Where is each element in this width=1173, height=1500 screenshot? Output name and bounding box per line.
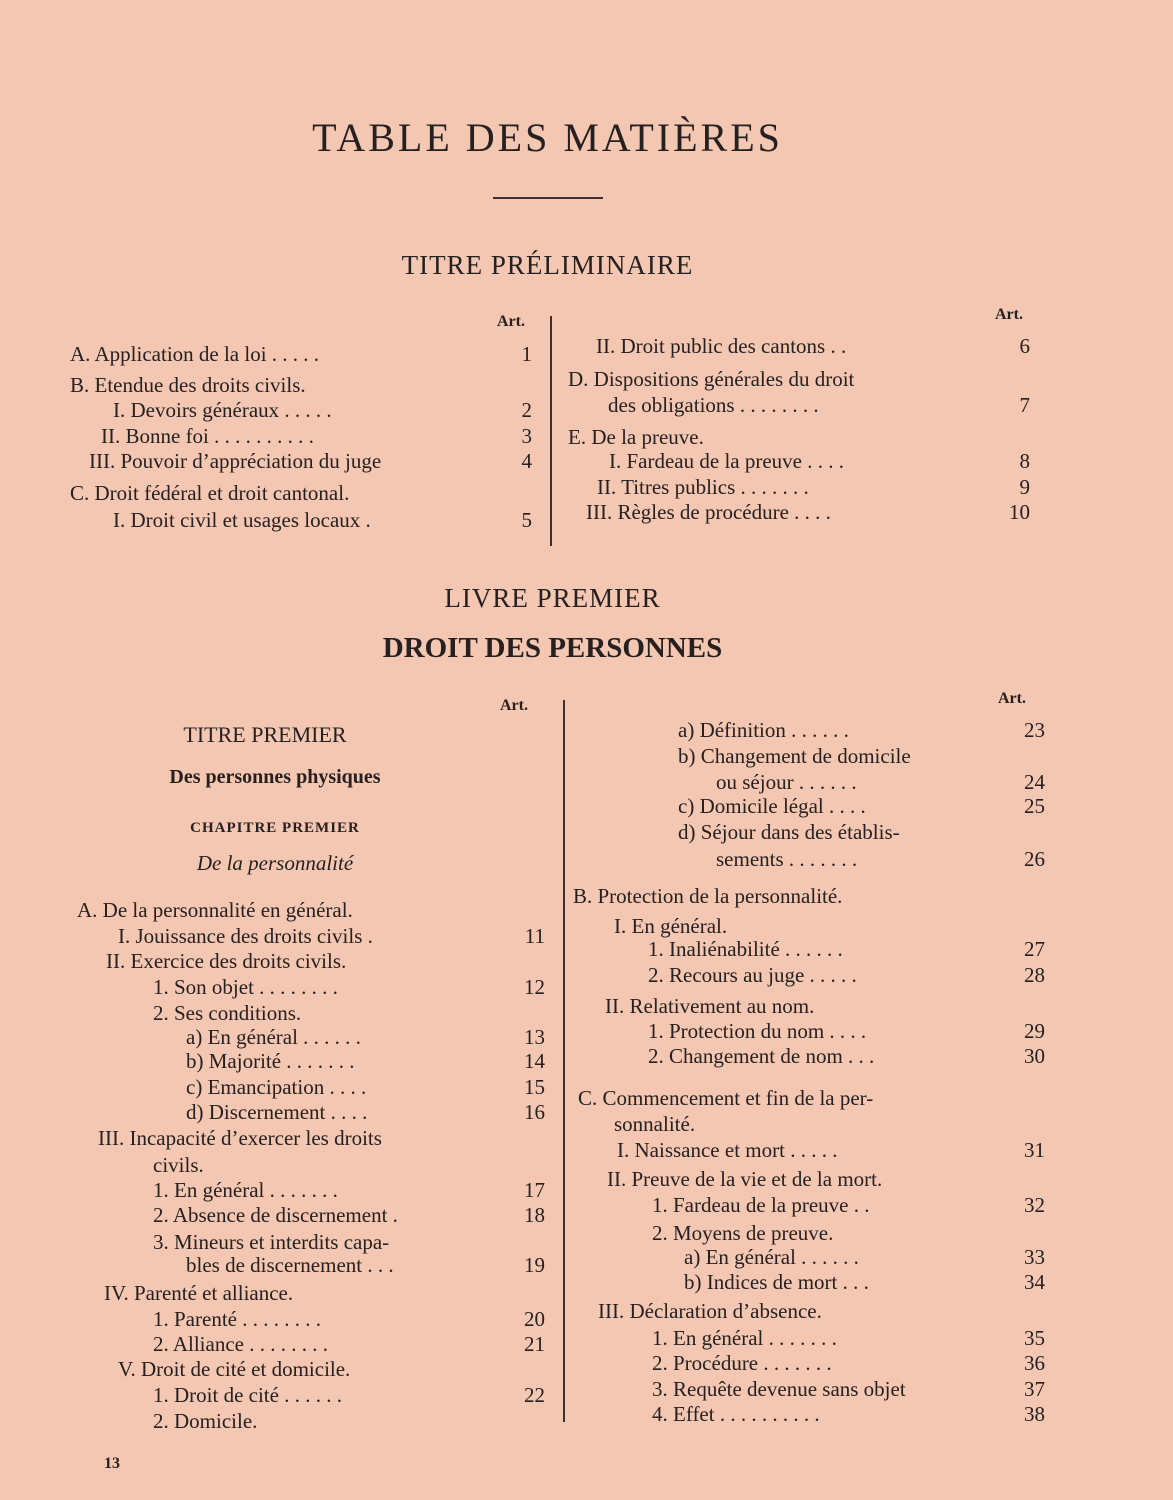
toc-article-number: 29 <box>1024 1019 1045 1043</box>
toc-entry: C. Commencement et fin de la per- <box>578 1086 874 1110</box>
toc-entry: I. Fardeau de la preuve . . . . <box>609 449 844 473</box>
toc-entry: II. Bonne foi . . . . . . . . . . <box>101 424 314 448</box>
toc-entry: des obligations . . . . . . . . <box>608 393 819 417</box>
toc-article-number: 34 <box>1024 1270 1045 1294</box>
toc-entry: B. Protection de la personnalité. <box>573 884 843 908</box>
toc-entry: civils. <box>153 1153 204 1177</box>
toc-entry: 1. Son objet . . . . . . . . <box>153 975 338 999</box>
toc-entry: I. Droit civil et usages locaux . <box>113 508 371 532</box>
toc-entry: c) Domicile légal . . . . <box>678 794 866 818</box>
toc-article-number: 27 <box>1024 937 1045 961</box>
toc-entry: 2. Ses conditions. <box>153 1001 302 1025</box>
toc-article-number: 36 <box>1024 1351 1045 1375</box>
toc-entry: 2. Alliance . . . . . . . . <box>153 1332 328 1356</box>
toc-article-number: 25 <box>1024 794 1045 818</box>
toc-entry: II. Exercice des droits civils. <box>106 949 347 973</box>
toc-entry: I. En général. <box>614 914 728 938</box>
chapitre-subheading: De la personnalité <box>196 851 354 875</box>
toc-article-number: 13 <box>524 1025 545 1049</box>
toc-article-number: 4 <box>521 449 532 473</box>
titre-premier-heading: TITRE PREMIER <box>183 722 347 747</box>
toc-entry: sements . . . . . . . <box>716 847 858 871</box>
toc-entry: I. Devoirs généraux . . . . . <box>113 398 332 422</box>
toc-article-number: 19 <box>524 1253 545 1277</box>
toc-entry: 1. Fardeau de la preuve . . <box>652 1193 870 1217</box>
livre-heading: LIVRE PREMIER <box>444 583 661 613</box>
toc-article-number: 33 <box>1024 1245 1045 1269</box>
toc-article-number: 26 <box>1024 847 1045 871</box>
toc-entry: A. De la personnalité en général. <box>77 898 353 922</box>
toc-entry: III. Incapacité d’exercer les droits <box>98 1126 382 1150</box>
livre-subheading: DROIT DES PERSONNES <box>382 632 723 664</box>
toc-entry: 2. Recours au juge . . . . . <box>648 963 857 987</box>
toc-entry: 3. Requête devenue sans objet <box>652 1377 906 1401</box>
toc-entry: III. Déclaration d’absence. <box>598 1299 822 1323</box>
art-label-right: Art. <box>995 306 1023 323</box>
chapitre-heading: CHAPITRE PREMIER <box>190 820 360 836</box>
title-divider <box>493 197 603 199</box>
toc-entry: A. Application de la loi . . . . . <box>70 342 320 366</box>
toc-entry: I. Naissance et mort . . . . . <box>617 1138 838 1162</box>
toc-article-number: 2 <box>521 398 532 422</box>
toc-entry: V. Droit de cité et domicile. <box>118 1357 351 1381</box>
toc-entry: II. Droit public des cantons . . <box>596 334 847 358</box>
toc-entry: 2. Changement de nom . . . <box>648 1044 875 1068</box>
toc-article-number: 8 <box>1019 449 1030 473</box>
page-number: 13 <box>104 1455 120 1472</box>
toc-article-number: 10 <box>1009 500 1030 524</box>
toc-entry: 1. Protection du nom . . . . <box>648 1019 867 1043</box>
toc-article-number: 38 <box>1024 1402 1045 1426</box>
toc-article-number: 6 <box>1019 334 1030 358</box>
toc-entry: 1. En général . . . . . . . <box>153 1178 338 1202</box>
toc-entry: 2. Moyens de preuve. <box>652 1221 834 1245</box>
art-label-right-2: Art. <box>998 690 1026 707</box>
toc-entry: B. Etendue des droits civils. <box>70 373 306 397</box>
toc-entry: C. Droit fédéral et droit cantonal. <box>70 481 350 505</box>
toc-entry: 1. En général . . . . . . . <box>652 1326 837 1350</box>
toc-entry: b) Changement de domicile <box>678 744 911 768</box>
toc-article-number: 5 <box>521 508 532 532</box>
toc-entry: II. Relativement au nom. <box>605 994 815 1018</box>
toc-article-number: 14 <box>524 1049 545 1073</box>
toc-entry: 4. Effet . . . . . . . . . . <box>652 1402 820 1426</box>
toc-entry: 3. Mineurs et interdits capa- <box>153 1230 390 1254</box>
toc-article-number: 16 <box>524 1100 545 1124</box>
toc-entry: d) Séjour dans des établis- <box>678 820 900 844</box>
toc-article-number: 3 <box>521 424 532 448</box>
toc-article-number: 15 <box>524 1075 545 1099</box>
toc-entry: 2. Domicile. <box>153 1409 258 1433</box>
toc-entry: sonnalité. <box>614 1112 696 1136</box>
toc-entry: IV. Parenté et alliance. <box>104 1281 294 1305</box>
art-label-left-2: Art. <box>500 697 528 714</box>
toc-entry: ou séjour . . . . . . <box>716 770 857 794</box>
toc-entry: a) En général . . . . . . <box>684 1245 859 1269</box>
toc-entry: 2. Procédure . . . . . . . <box>652 1351 832 1375</box>
toc-article-number: 30 <box>1024 1044 1045 1068</box>
toc-entry: I. Jouissance des droits civils . <box>118 924 373 948</box>
toc-article-number: 1 <box>521 342 532 366</box>
toc-entry: c) Emancipation . . . . <box>186 1075 367 1099</box>
toc-article-number: 23 <box>1024 718 1045 742</box>
toc-entry: 1. Droit de cité . . . . . . <box>153 1383 342 1407</box>
toc-article-number: 11 <box>524 924 545 948</box>
toc-entry: D. Dispositions générales du droit <box>568 367 855 391</box>
toc-entry: 1. Parenté . . . . . . . . <box>153 1307 321 1331</box>
toc-entry: a) En général . . . . . . <box>186 1025 361 1049</box>
toc-article-number: 35 <box>1024 1326 1045 1350</box>
toc-entry: III. Pouvoir d’appréciation du juge <box>89 449 382 473</box>
toc-entry: II. Preuve de la vie et de la mort. <box>607 1167 883 1191</box>
column-divider-2 <box>563 700 565 1422</box>
toc-entry: b) Indices de mort . . . <box>684 1270 869 1294</box>
toc-article-number: 31 <box>1024 1138 1045 1162</box>
toc-article-number: 32 <box>1024 1193 1045 1217</box>
toc-article-number: 22 <box>524 1383 545 1407</box>
toc-article-number: 21 <box>524 1332 545 1356</box>
toc-article-number: 28 <box>1024 963 1045 987</box>
column-divider <box>550 316 552 546</box>
toc-entry: b) Majorité . . . . . . . <box>186 1049 355 1073</box>
toc-article-number: 17 <box>524 1178 545 1202</box>
titre-preliminaire-heading: TITRE PRÉLIMINAIRE <box>401 250 694 280</box>
toc-entry: a) Définition . . . . . . <box>678 718 849 742</box>
toc-article-number: 37 <box>1024 1377 1045 1401</box>
toc-article-number: 9 <box>1019 475 1030 499</box>
titre-premier-subheading: Des personnes physiques <box>169 766 381 788</box>
toc-entry: II. Titres publics . . . . . . . <box>597 475 809 499</box>
toc-entry: E. De la preuve. <box>568 425 704 449</box>
toc-article-number: 20 <box>524 1307 545 1331</box>
toc-entry: 2. Absence de discernement . <box>153 1203 398 1227</box>
toc-article-number: 24 <box>1024 770 1045 794</box>
page-title: TABLE DES MATIÈRES <box>312 115 783 160</box>
toc-entry: d) Discernement . . . . <box>186 1100 368 1124</box>
toc-entry: III. Règles de procédure . . . . <box>586 500 831 524</box>
toc-entry: bles de discernement . . . <box>186 1253 394 1277</box>
toc-article-number: 12 <box>524 975 545 999</box>
toc-entry: 1. Inaliénabilité . . . . . . <box>648 937 843 961</box>
art-label-left: Art. <box>497 313 525 330</box>
toc-article-number: 7 <box>1019 393 1030 417</box>
toc-article-number: 18 <box>524 1203 545 1227</box>
